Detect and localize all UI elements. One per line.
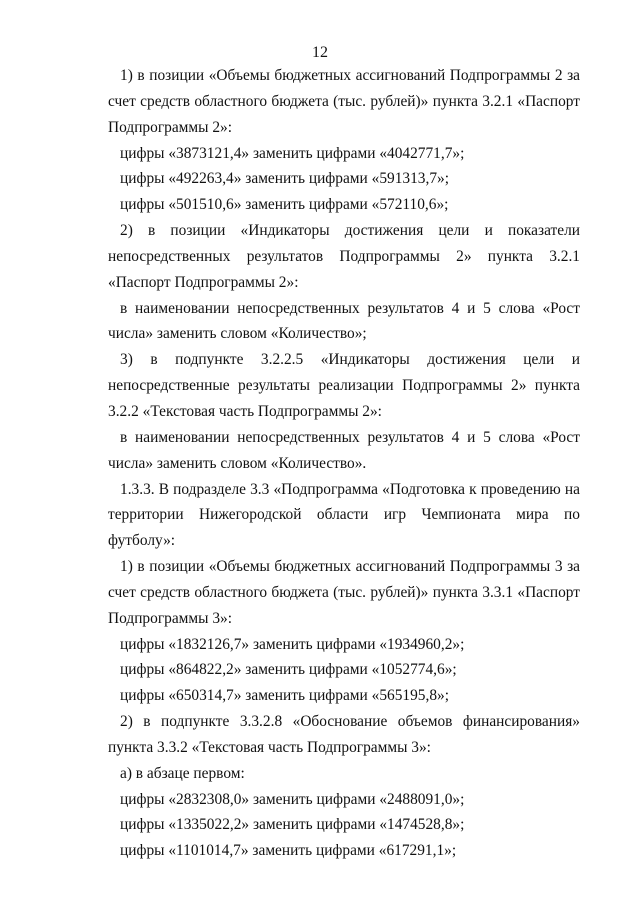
paragraph-2-indicators-subprogram-2: 2) в позиции «Индикаторы достижения цели и показатели непосредственных результатов Подпрограммы 2» пункта 3.2.1 «Паспорт Подпрограммы 2»: <box>108 222 580 291</box>
list-item-replace-figures: цифры «650314,7» заменить цифрами «565195,8»; <box>120 687 450 705</box>
page-number: 12 <box>312 44 328 61</box>
list-item-replace-figures: цифры «3873121,4» заменить цифрами «4042771,7»; <box>120 144 465 162</box>
paragraph-results-naming: в наименовании непосредственных результатов 4 и 5 слова «Рост числа» заменить словом «Количество». <box>108 428 580 472</box>
list-item-replace-figures: цифры «2832308,0» заменить цифрами «2488091,0»; <box>120 790 465 808</box>
paragraph-results-naming: в наименовании непосредственных результатов 4 и 5 слова «Рост числа» заменить словом «Количество»; <box>108 299 580 343</box>
paragraph-2-financing-justification: 2) в подпункте 3.3.2.8 «Обоснование объемов финансирования» пункта 3.3.2 «Текстовая часть Подпрограммы 3»: <box>108 713 580 756</box>
document-body <box>108 63 580 864</box>
paragraph-section-1-3-3: 1.3.3. В подразделе 3.3 «Подпрограмма «Подготовка к проведению на территории Нижегородской области игр Чемпионата мира по футболу»: <box>108 480 580 550</box>
list-item-replace-figures: цифры «1335022,2» заменить цифрами «1474528,8»; <box>120 816 465 834</box>
paragraph-3-subclause-3-2-2-5: 3) в подпункте 3.2.2.5 «Индикаторы достижения цели и непосредственные результаты реализации Подпрограммы 2» пункта 3.2.2 «Текстовая часть Подпрограммы 2»: <box>108 351 580 420</box>
list-item-first-paragraph: а) в абзаце первом: <box>120 764 245 782</box>
list-item-replace-figures: цифры «1101014,7» заменить цифрами «617291,1»; <box>120 842 457 860</box>
list-item-replace-figures: цифры «492263,4» заменить цифрами «591313,7»; <box>120 170 450 188</box>
list-item-replace-figures: цифры «501510,6» заменить цифрами «572110,6»; <box>120 196 449 214</box>
list-item-replace-figures: цифры «1832126,7» заменить цифрами «1934960,2»; <box>120 635 465 653</box>
paragraph-1-budget-allocations-subprogram-3: 1) в позиции «Объемы бюджетных ассигнований Подпрограммы 3 за счет средств областного бюджета (тыс. рублей)» пункта 3.3.1 «Паспорт Подпрограммы 3»: <box>108 558 580 627</box>
paragraph-1-budget-allocations-subprogram-2: 1) в позиции «Объемы бюджетных ассигнований Подпрограммы 2 за счет средств областного бюджета (тыс. рублей)» пункта 3.2.1 «Паспорт Подпрограммы 2»: <box>108 67 580 136</box>
list-item-replace-figures: цифры «864822,2» заменить цифрами «1052774,6»; <box>120 661 457 679</box>
